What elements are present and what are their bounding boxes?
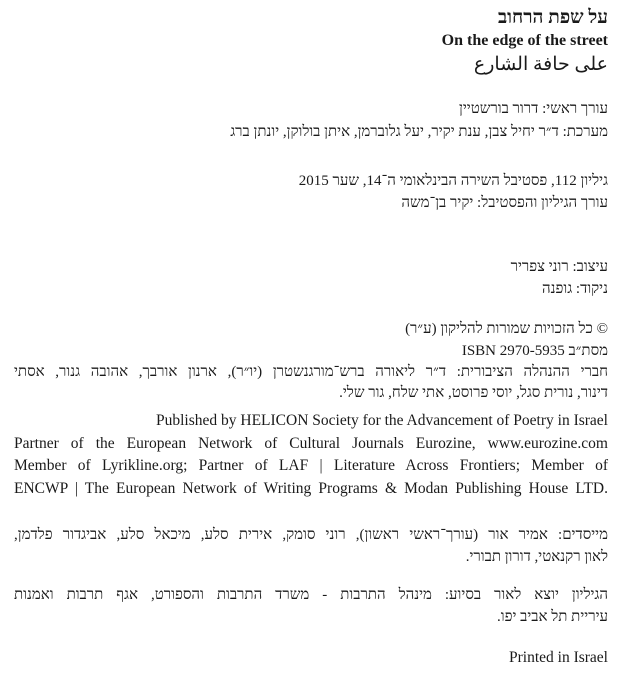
public-board-line-2: דינור, נורית סגל, יוסי פרוסט, אתי שלח, גור שלי. — [339, 385, 608, 401]
title-arabic-block — [14, 53, 608, 77]
design-credit: עיצוב: רוני צפריר — [510, 259, 608, 275]
support-block — [14, 584, 608, 628]
title-english: On the edge of the street — [441, 32, 608, 49]
vocalization-credit: ניקוד: גופנה — [542, 281, 608, 297]
publisher-line-1: Published by HELICON Society for the Advancement of Poetry in Israel — [156, 412, 608, 429]
issue-block — [14, 171, 608, 213]
publisher-line-2: Partner of the European Network of Cultural Journals Eurozine, www.eurozine.com — [14, 434, 608, 452]
editorial-board: מערכת: ד״ר יחיל צבן, ענת יקיר, יעל גלוברמן, איתן בולוקן, יונתן ברג — [230, 124, 608, 140]
public-board-line-1: חברי ההנהלה הציבורית: ד״ר ליאורה ברש־מורגנשטרן (יו״ר), ארנון אורבך, אהובה גנור, אסתי — [14, 364, 608, 380]
public-board-block — [14, 362, 608, 404]
founders-line-2: לאון רקנאטי, דורון תבורי. — [465, 549, 608, 565]
isbn-line: מסת״ב ISBN 2970-5935 — [461, 343, 608, 359]
editors-block — [14, 99, 608, 142]
printed-in-israel: Printed in Israel — [508, 649, 608, 666]
title-english-block — [14, 31, 608, 51]
issue-editor: עורך הגיליון והפסטיבל: יקיר בן־משה — [401, 195, 608, 211]
support-line-2: עיריית תל אביב יפו. — [497, 609, 608, 625]
publisher-line-3: Member of Lyrikline.org; Partner of LAF | Literature Across Frontiers; Member of — [14, 457, 608, 474]
chief-editor: עורך ראשי: דרור בורשטיין — [459, 101, 608, 117]
founders-line-1: מייסדים: אמיר אור (עורך־ראשי ראשון), רוני סומק, אירית סלע, מיכאל סלע, אביגדור פלדמן, — [14, 527, 608, 543]
title-arabic: على حافة الشارع — [473, 54, 608, 75]
title-block — [14, 7, 608, 29]
copyright-line: © כל הזכויות שמורות להליקון (ע״ר) — [405, 321, 608, 337]
issue-info: גיליון 112, פסטיבל השירה הבינלאומי ה־14, שער 2015 — [298, 173, 608, 189]
rights-block — [14, 319, 608, 361]
founders-block — [14, 524, 608, 568]
publisher-block — [14, 410, 608, 500]
title-hebrew: על שפת הרחוב — [497, 7, 608, 28]
support-line-1: הגיליון יוצא לאור בסיוע: מינהל התרבות - משרד התרבות והספורט, אגף תרבות ואמנות — [14, 587, 608, 603]
publisher-line-4: ENCWP | The European Network of Writing Programs & Modan Publishing House LTD. — [14, 479, 608, 497]
credits-block — [14, 257, 608, 299]
footer-block — [14, 647, 608, 670]
